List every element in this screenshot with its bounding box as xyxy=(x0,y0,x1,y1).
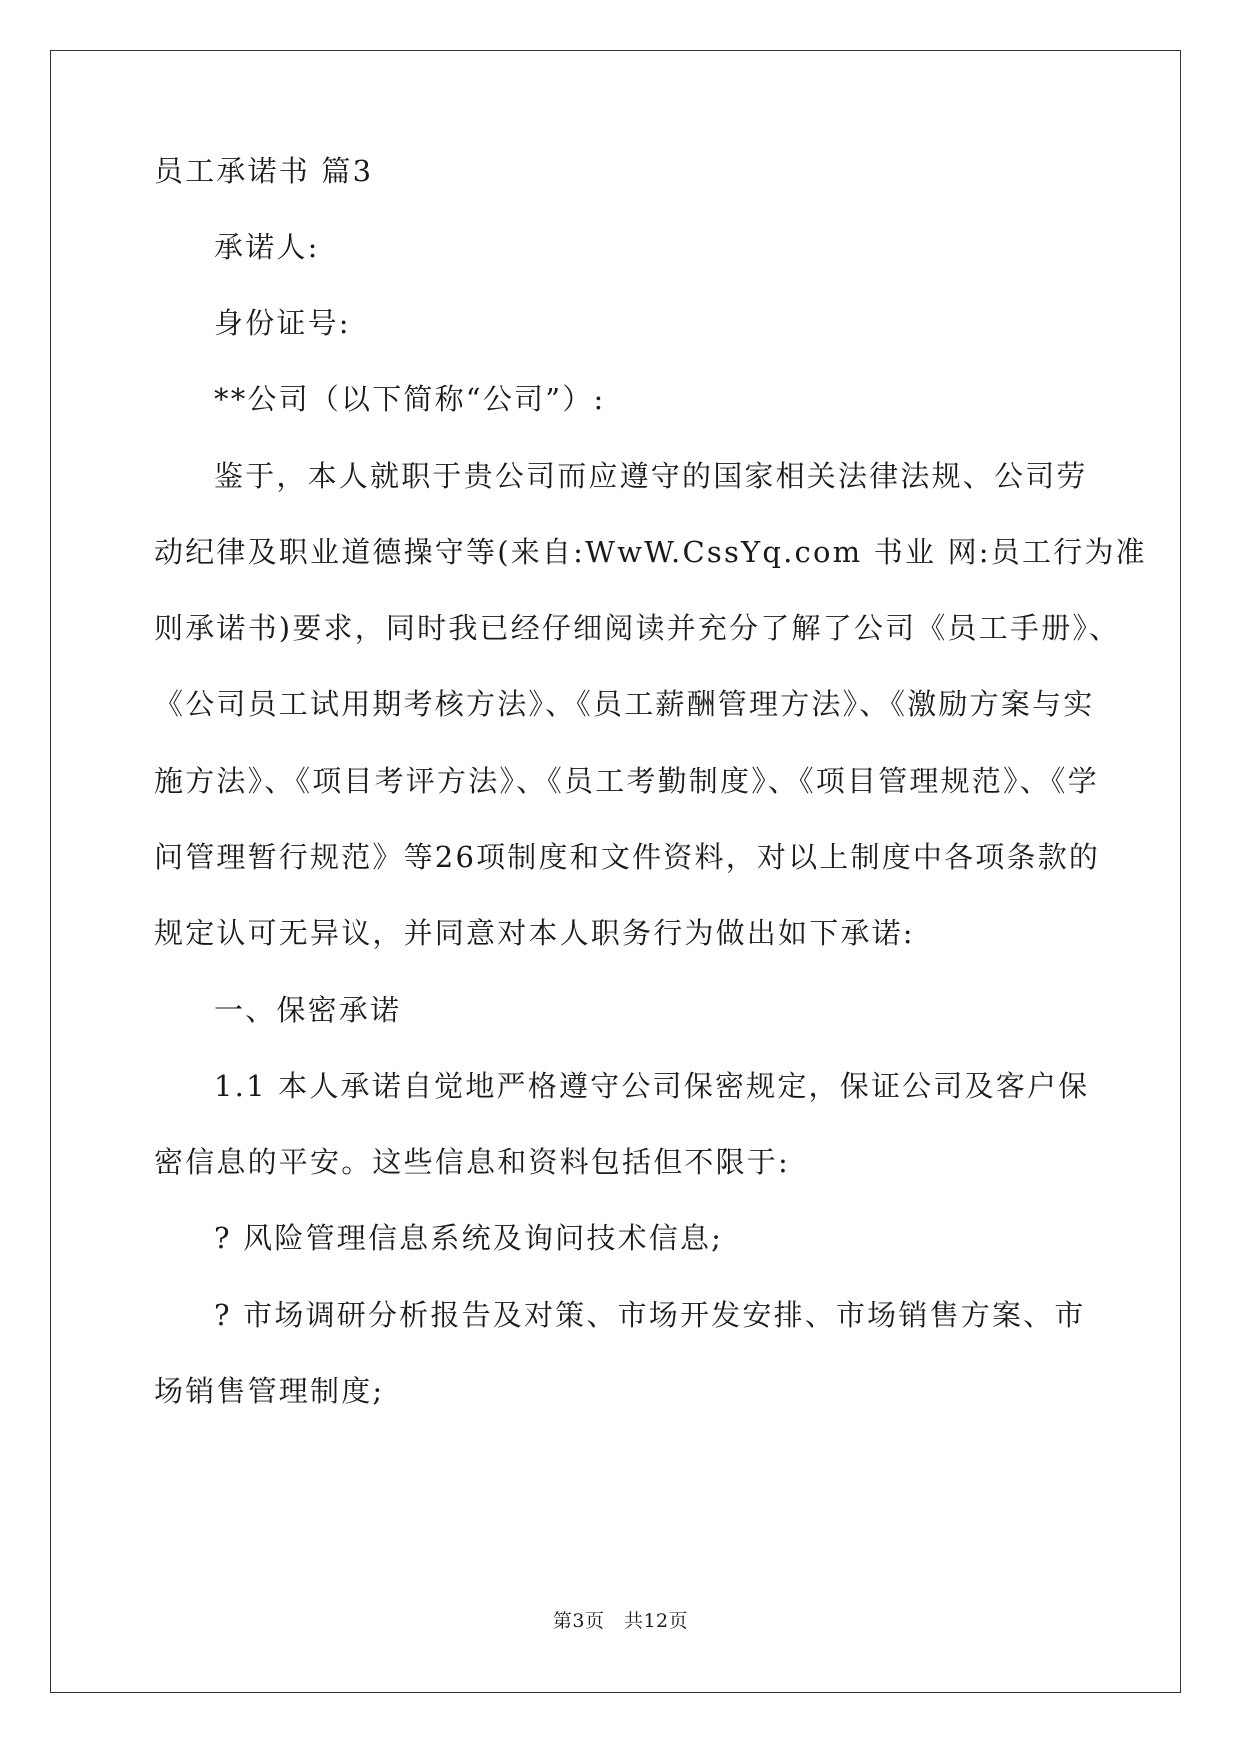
clause-line: 1.1 本人承诺自觉地严格遵守公司保密规定，保证公司及客户保 xyxy=(214,1069,1090,1103)
promisor-field: 承诺人: xyxy=(214,230,320,264)
section-heading: 一、保密承诺 xyxy=(214,993,402,1027)
page-number-footer: 第3页 共12页 xyxy=(552,1610,689,1632)
company-field: **公司（以下简称“公司”）: xyxy=(214,382,606,416)
body-line: 《公司员工试用期考核方法》、《员工薪酬管理方法》、《激励方案与实 xyxy=(154,687,1095,721)
body-line: 问管理暂行规范》等26项制度和文件资料，对以上制度中各项条款的 xyxy=(154,840,1101,874)
body-line: 规定认可无异议，并同意对本人职务行为做出如下承诺: xyxy=(154,916,915,950)
body-line: 则承诺书)要求，同时我已经仔细阅读并充分了解了公司《员工手册》、 xyxy=(154,611,1121,645)
bullet-item-continued: 场销售管理制度; xyxy=(154,1374,385,1408)
clause-line: 密信息的平安。这些信息和资料包括但不限于: xyxy=(154,1145,790,1179)
body-line: 动纪律及职业道德操守等(来自:WwW.CssYq.com 书业 网:员工行为准 xyxy=(154,535,1147,569)
document-title: 员工承诺书 篇3 xyxy=(154,154,374,188)
bullet-item: ? 市场调研分析报告及对策、市场开发安排、市场销售方案、市 xyxy=(214,1298,1086,1332)
bullet-item: ? 风险管理信息系统及询问技术信息; xyxy=(214,1221,724,1255)
body-line: 鉴于，本人就职于贵公司而应遵守的国家相关法律法规、公司劳 xyxy=(214,459,1088,493)
body-line: 施方法》、《项目考评方法》、《员工考勤制度》、《项目管理规范》、《学 xyxy=(154,764,1099,798)
id-number-field: 身份证号: xyxy=(214,306,351,340)
